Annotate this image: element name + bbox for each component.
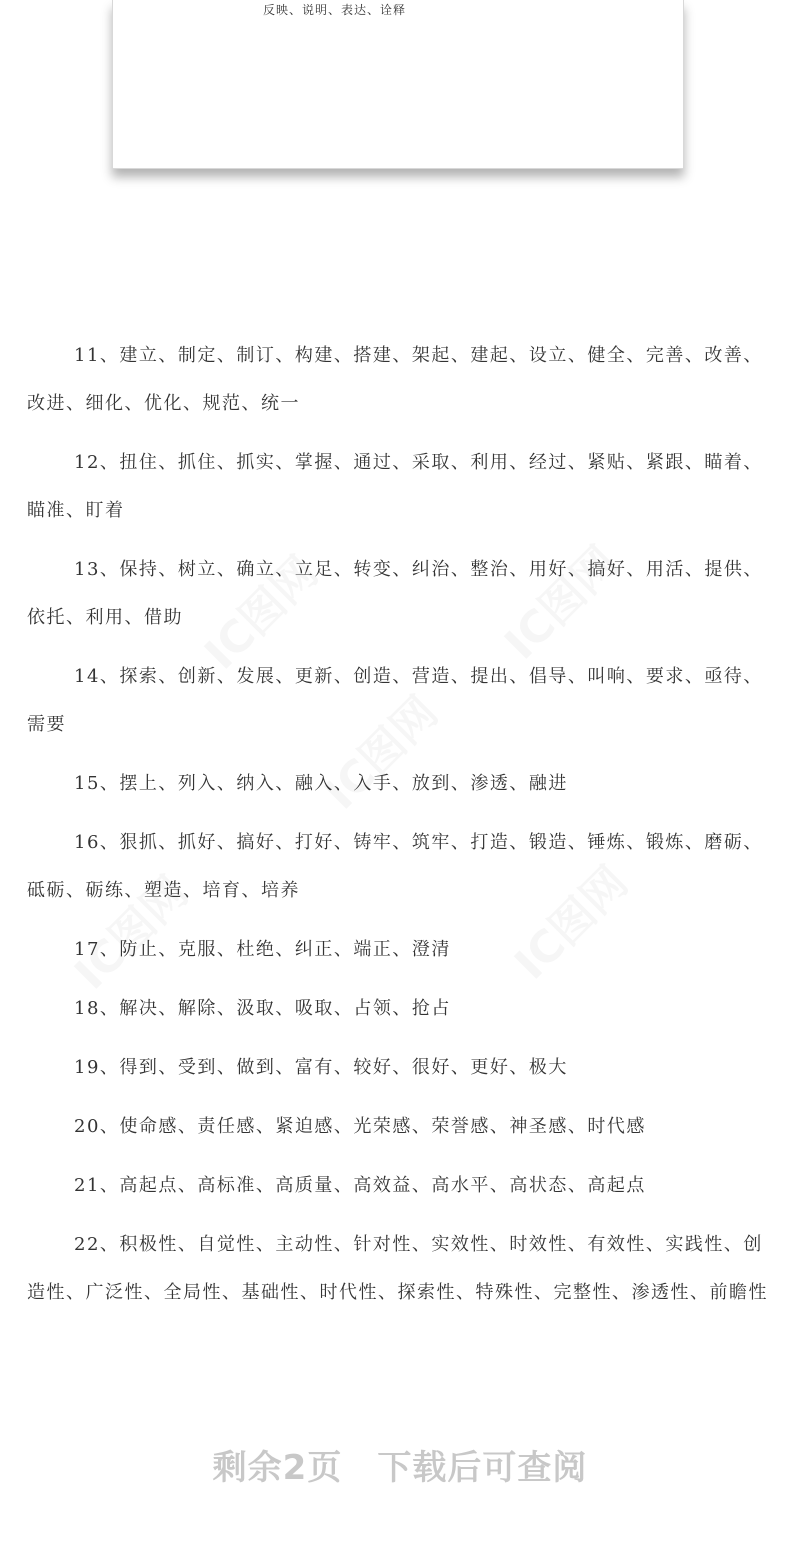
paragraph-14: 14、探索、创新、发展、更新、创造、营造、提出、倡导、叫响、要求、亟待、需要: [27, 666, 763, 735]
paragraph-22: 22、积极性、自觉性、主动性、针对性、实效性、时效性、有效性、实践性、创造性、广泛性、全局性、基础性、时代性、探索性、特殊性、完整性、渗透性、前瞻性: [27, 1234, 768, 1303]
document-preview-card: [112, 0, 684, 169]
paragraph-19: 19、得到、受到、做到、富有、较好、很好、更好、极大: [74, 1057, 568, 1078]
remaining-pages-notice[interactable]: 剩余2页 下载后可查阅: [212, 1448, 588, 1488]
paragraph-11: 11、建立、制定、制订、构建、搭建、架起、建起、设立、健全、完善、改善、改进、细化、优化、规范、统一: [27, 345, 763, 414]
paragraph-15: 15、摆上、列入、纳入、融入、入手、放到、渗透、融进: [74, 773, 568, 794]
paragraph-13: 13、保持、树立、确立、立足、转变、纠治、整治、用好、搞好、用活、提供、依托、利用、借助: [27, 559, 763, 628]
paragraph-17: 17、防止、克服、杜绝、纠正、端正、澄清: [74, 939, 451, 960]
document-body: [27, 332, 779, 1328]
paragraph-20: 20、使命感、责任感、紧迫感、光荣感、荣誉感、神圣感、时代感: [74, 1116, 646, 1137]
paragraph-21: 21、高起点、高标准、高质量、高效益、高水平、高状态、高起点: [74, 1175, 646, 1196]
paragraph-18: 18、解决、解除、汲取、吸取、占领、抢占: [74, 998, 451, 1019]
paragraph-16: 16、狠抓、抓好、搞好、打好、铸牢、筑牢、打造、锻造、锤炼、锻炼、磨砺、砥砺、砺练、塑造、培育、培养: [27, 832, 763, 901]
paragraph-12: 12、扭住、抓住、抓实、掌握、通过、采取、利用、经过、紧贴、紧跟、瞄着、瞄准、盯着: [27, 452, 763, 521]
preview-card-text: 反映、说明、表达、诠释: [263, 3, 407, 17]
